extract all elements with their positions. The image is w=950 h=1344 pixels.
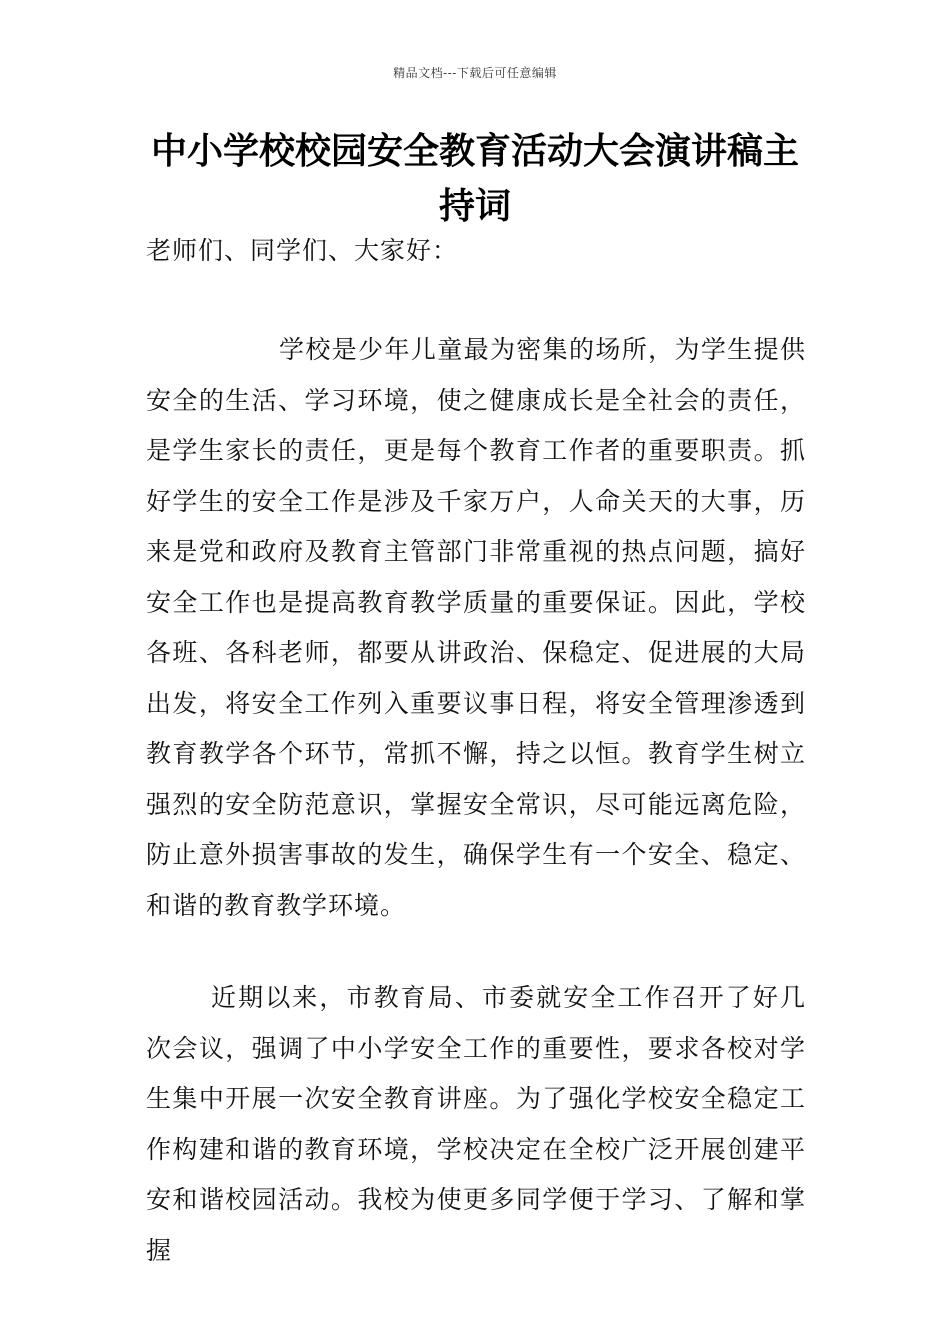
document-title: 中小学校校园安全教育活动大会演讲稿主持词 [150,131,799,227]
paragraph-2: 近期以来，市教育局、市委就安全工作召开了好几次会议，强调了中小学安全工作的重要性，要求各校对学生集中开展一次安全教育讲座。为了强化学校安全稳定工作构建和谐的教育环境，学校决定在全校广泛开展创建平安和谐校园活动。我校为使更多同学便于学习、了解和掌握 [146,983,806,1265]
paragraph-1: 学校是少年儿童最为密集的场所，为学生提供安全的生活、学习环境，使之健康成长是全社会的责任，是学生家长的责任，更是每个教育工作者的重要职责。抓好学生的安全工作是涉及千家万户，人命关天的大事，历来是党和政府及教育主管部门非常重视的热点问题，搞好安全工作也是提高教育教学质量的重要保证。因此，学校各班、各科老师，都要从讲政治、保稳定、促进展的大局出发，将安全工作列入重要议事日程，将安全管理渗透到教育教学各个环节，常抓不懈，持之以恒。教育学生树立强烈的安全防范意识，掌握安全常识，尽可能远离危险，防止意外损害事故的发生，确保学生有一个安全、稳定、和谐的教育教学环境。 [146,335,806,920]
greeting-line: 老师们、同学们、大家好： [146,236,459,265]
page-header-note: 精品文档---下载后可任意编辑 [393,66,557,80]
